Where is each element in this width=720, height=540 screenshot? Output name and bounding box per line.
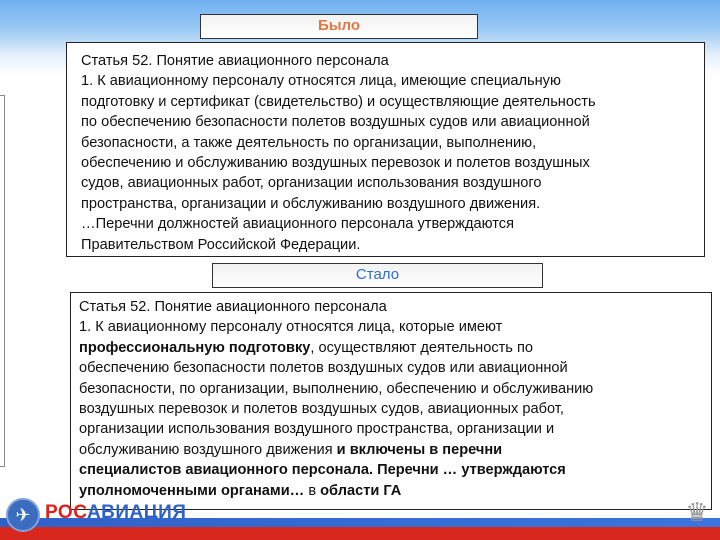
article-line: специалистов авиационного персонала. Перечни … утверждаются xyxy=(79,462,566,479)
article-line: Правительством Российской Федерации. xyxy=(81,236,361,253)
article-line: безопасности, по организации, выполнению, обеспечению и обслуживанию xyxy=(79,380,594,397)
side-decoration xyxy=(0,95,5,467)
article-line: подготовку и сертификат (свидетельство) и осуществляющие деятельность xyxy=(81,93,596,110)
article-title: Статья 52. Понятие авиационного персонала xyxy=(79,299,387,315)
article-title: Статья 52. Понятие авиационного персонала xyxy=(81,53,389,69)
rosaviatsia-emblem-icon: ✈ xyxy=(6,498,40,532)
before-label: Было xyxy=(200,14,478,39)
after-label: Стало xyxy=(212,263,543,288)
article-line: профессиональную подготовку, осуществляют деятельность по xyxy=(79,339,533,356)
article-line: воздушных перевозок и полетов воздушных судов, авиационных работ, xyxy=(79,401,564,418)
before-article-box xyxy=(66,42,705,257)
coat-of-arms-icon: ♛ xyxy=(685,497,709,527)
bold-text: профессиональную подготовку xyxy=(79,339,311,356)
article-line: организации использования воздушного пространства, организации и xyxy=(79,421,555,438)
rosaviatsia-logo: РОСАВИАЦИЯ xyxy=(45,502,187,523)
article-line: обеспечению и обслуживанию воздушных перевозок и полетов воздушных xyxy=(81,155,590,172)
article-line: пространства, организации и обслуживанию воздушного движения. xyxy=(81,195,541,212)
article-line: обеспечению безопасности полетов воздушных судов или авиационной xyxy=(79,360,568,377)
article-line: …Перечни должностей авиационного персонала утверждаются xyxy=(81,216,515,233)
article-line: уполномоченными органами… в области ГА xyxy=(79,482,402,499)
article-line: 1. К авиационному персоналу относятся лица, которые имеют xyxy=(79,319,503,336)
footer xyxy=(0,497,720,540)
article-line: обслуживанию воздушного движения и включены в перечни xyxy=(79,441,503,458)
article-line: судов, авиационных работ, организации использования воздушного xyxy=(81,175,542,192)
article-line: безопасности, а также деятельность по организации, выполнению, xyxy=(81,134,537,151)
article-line: по обеспечению безопасности полетов воздушных судов или авиационной xyxy=(81,114,590,131)
article-line: 1. К авиационному персоналу относятся лица, имеющие специальную xyxy=(81,73,561,90)
after-article-box xyxy=(70,292,712,510)
